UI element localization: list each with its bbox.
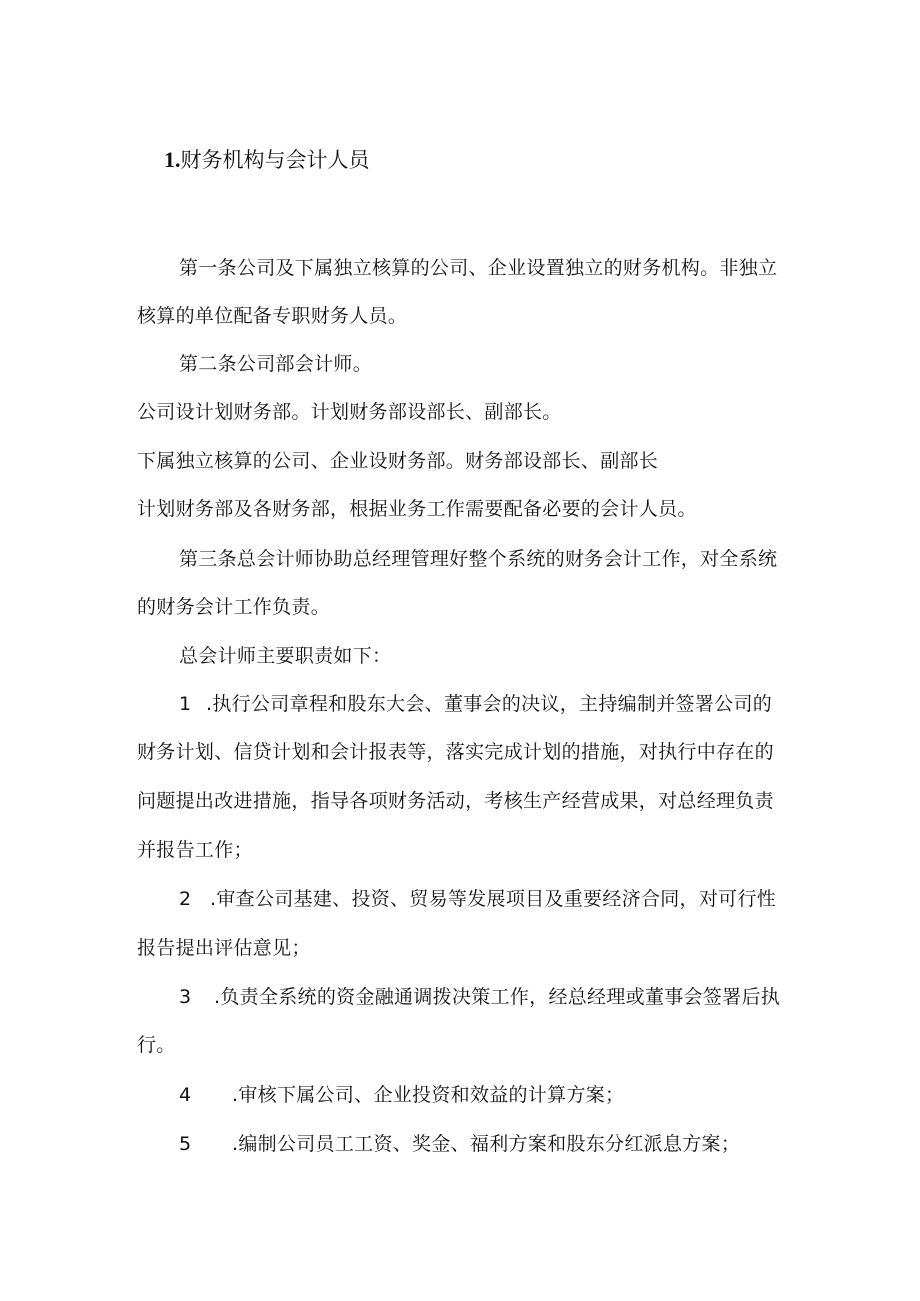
section-number: 1. xyxy=(164,147,181,172)
list-item-continuation: 财务计划、信贷计划和会计报表等，落实完成计划的措施，对执行中存在的 xyxy=(137,741,774,763)
list-item-number: 2 xyxy=(179,888,192,910)
article-3-line-1: 第三条总会计师协助总经理管理好整个系统的财务会计工作，对全系统 xyxy=(179,548,778,570)
paragraph-subsidiary-finance: 下属独立核算的公司、企业设财务部。财务部设部长、副部长 xyxy=(137,450,659,472)
section-heading xyxy=(164,145,370,175)
list-item-text: .执行公司章程和股东大会、董事会的决议，主持编制并签署公司的 xyxy=(206,693,773,715)
list-item-text: .编制公司员工工资、奖金、福利方案和股东分红派息方案； xyxy=(232,1133,741,1155)
list-item-continuation: 行。 xyxy=(137,1034,176,1056)
list-item-number: 1 xyxy=(179,693,192,715)
list-item-continuation: 并报告工作； xyxy=(137,839,253,861)
list-item-continuation: 报告提出评估意见； xyxy=(137,937,311,959)
article-1-line-1: 第一条公司及下属独立核算的公司、企业设置独立的财务机构。非独立 xyxy=(179,257,778,279)
list-item-number: 4 xyxy=(179,1084,192,1106)
article-3-line-2: 的财务会计工作负责。 xyxy=(137,596,331,618)
list-item-number: 5 xyxy=(179,1133,192,1155)
duties-intro: 总会计师主要职责如下： xyxy=(179,645,392,667)
paragraph-finance-dept: 公司设计划财务部。计划财务部设部长、副部长。 xyxy=(137,401,562,423)
list-item-text: .审核下属公司、企业投资和效益的计算方案； xyxy=(232,1084,625,1106)
article-1-line-2: 核算的单位配备专职财务人员。 xyxy=(137,305,408,327)
list-item-continuation: 问题提出改进措施，指导各项财务活动，考核生产经营成果，对总经理负责 xyxy=(137,790,774,812)
paragraph-staffing: 计划财务部及各财务部，根据业务工作需要配备必要的会计人员。 xyxy=(137,498,697,520)
section-title: 财务机构与会计人员 xyxy=(180,148,370,172)
list-item-text: .负责全系统的资金融通调拨决策工作，经总经理或董事会签署后执 xyxy=(214,986,781,1008)
list-item-number: 3 xyxy=(179,986,192,1008)
list-item-text: .审查公司基建、投资、贸易等发展项目及重要经济合同，对可行性 xyxy=(210,888,777,910)
article-2: 第二条公司部会计师。 xyxy=(179,353,373,375)
